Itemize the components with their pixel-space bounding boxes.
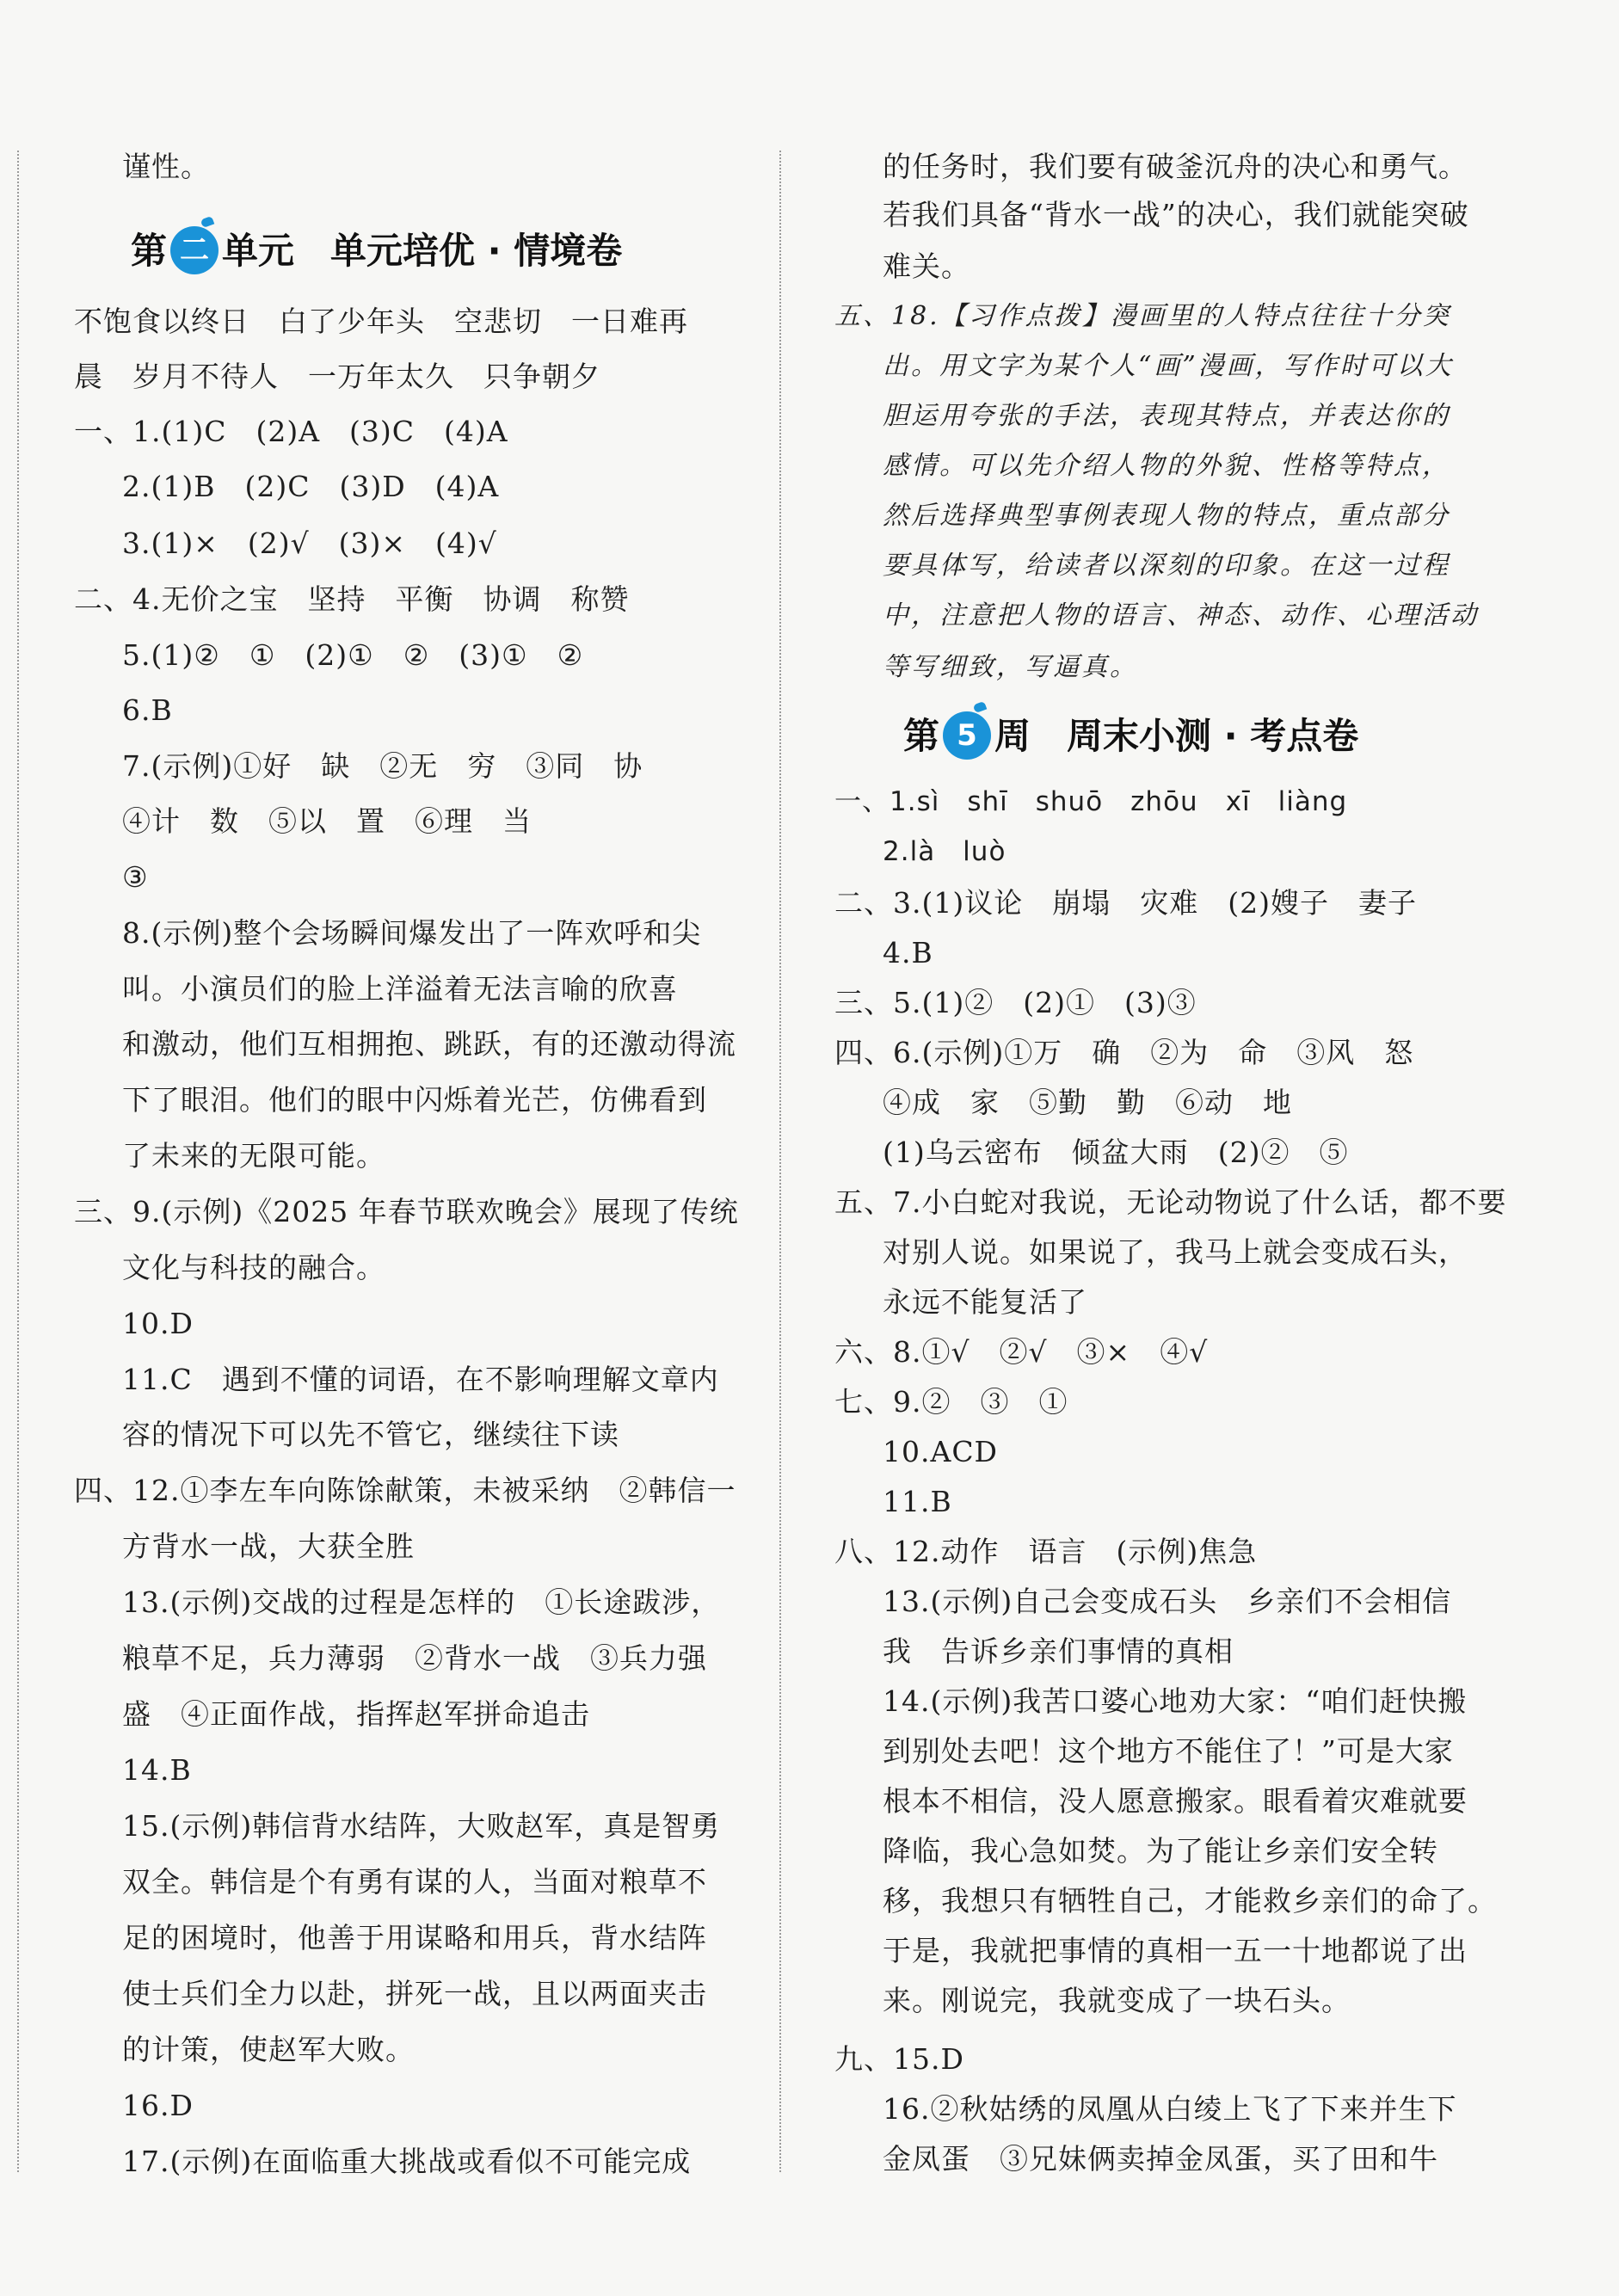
text-line: 足的困境时，他善于用谋略和用兵，背水结阵 bbox=[122, 1921, 707, 1954]
text-line: 4.B bbox=[883, 936, 933, 969]
badge-text: 二 bbox=[180, 232, 210, 268]
text-line: 粮草不足，兵力薄弱 ②背水一战 ③兵力强 bbox=[122, 1641, 707, 1675]
text-line: 叫。小演员们的脸上洋溢着无法言喻的欣喜 bbox=[122, 972, 678, 1006]
heading-prefix: 第 bbox=[903, 715, 940, 757]
text-line: 胆运用夸张的手法，表现其特点，并表达你的 bbox=[883, 401, 1450, 431]
text-line: 不饱食以终日 白了少年头 空悲切 一日难再 bbox=[74, 305, 688, 338]
text-line: 一、1.(1)C (2)A (3)C (4)A bbox=[74, 415, 508, 448]
text-line: 感情。可以先介绍人物的外貌、性格等特点， bbox=[883, 451, 1450, 481]
text-line: 三、9.(示例)《2025 年春节联欢晚会》展现了传统 bbox=[74, 1195, 739, 1228]
text-line: 的任务时，我们要有破釜沉舟的决心和勇气。 bbox=[883, 150, 1468, 183]
text-line: 8.(示例)整个会场瞬间爆发出了一阵欢呼和尖 bbox=[122, 916, 702, 950]
text-line: 6.B bbox=[122, 693, 173, 727]
text-line: 15.(示例)韩信背水结阵，大败赵军，真是智勇 bbox=[122, 1809, 721, 1843]
text-line: 文化与科技的融合。 bbox=[122, 1251, 385, 1284]
text-line: 五、7.小白蛇对我说，无论动物说了什么话，都不要 bbox=[834, 1185, 1507, 1219]
text-line: 和激动，他们互相拥抱、跳跃，有的还激动得流 bbox=[122, 1027, 736, 1061]
text-line: 10.ACD bbox=[883, 1435, 999, 1468]
text-line: 17.(示例)在面临重大挑战或看似不可能完成 bbox=[122, 2145, 692, 2178]
text-line: 金凤蛋 ③兄妹俩卖掉金凤蛋，买了田和牛 bbox=[883, 2142, 1438, 2176]
left-margin-dotted-line bbox=[17, 151, 19, 2172]
text-line: 2.là luò bbox=[883, 836, 1006, 867]
text-line: 方背水一战，大获全胜 bbox=[122, 1530, 415, 1563]
text-line: 2.(1)B (2)C (3)D (4)A bbox=[122, 470, 500, 503]
text-line: 移，我想只有牺牲自己，才能救乡亲们的命了。 bbox=[883, 1884, 1497, 1917]
text-line: 13.(示例)自己会变成石头 乡亲们不会相信 bbox=[883, 1585, 1452, 1618]
text-line: 14.B bbox=[122, 1753, 192, 1787]
text-line: 二、4.无价之宝 坚持 平衡 协调 称赞 bbox=[74, 582, 630, 616]
text-line: 一、1.sì shī shuō zhōu xī liàng bbox=[834, 786, 1348, 817]
heading-prefix: 第 bbox=[131, 230, 168, 272]
text-line: 16.②秋姑绣的凤凰从白绫上飞了下来并生下 bbox=[883, 2092, 1457, 2126]
text-line: 使士兵们全力以赴，拼死一战，且以两面夹击 bbox=[122, 1977, 707, 2010]
text-line: ③ bbox=[122, 860, 149, 894]
text-line: 五、18.【习作点拨】漫画里的人特点往往十分突 bbox=[834, 301, 1451, 331]
text-line: 双全。韩信是个有勇有谋的人，当面对粮草不 bbox=[122, 1865, 707, 1899]
leaf-icon bbox=[200, 215, 215, 227]
text-line: 了未来的无限可能。 bbox=[122, 1139, 385, 1173]
week-heading bbox=[903, 711, 1358, 763]
text-line: 若我们具备“背水一战”的决心，我们就能突破 bbox=[883, 198, 1469, 231]
text-line: 11.C 遇到不懂的词语，在不影响理解文章内 bbox=[122, 1363, 719, 1396]
text-line: (1)乌云密布 倾盆大雨 (2)② ⑤ bbox=[883, 1136, 1349, 1169]
text-line: 13.(示例)交战的过程是怎样的 ①长途跋涉， bbox=[122, 1585, 721, 1619]
text-line: 来。刚说完，我就变成了一块石头。 bbox=[883, 1984, 1351, 2017]
text-line: 四、12.①李左车向陈馀献策，未被采纳 ②韩信一 bbox=[74, 1474, 736, 1507]
text-line: 到别处去吧！这个地方不能住了！”可是大家 bbox=[883, 1734, 1454, 1768]
text-line: 对别人说。如果说了，我马上就会变成石头， bbox=[883, 1235, 1468, 1269]
text-line: 三、5.(1)② (2)① (3)③ bbox=[834, 986, 1197, 1019]
text-line: 降临，我心急如焚。为了能让乡亲们安全转 bbox=[883, 1834, 1438, 1868]
text-line: 5.(1)② ① (2)① ② (3)① ② bbox=[122, 638, 584, 672]
unit-heading bbox=[131, 225, 622, 278]
text-line: 九、15.D bbox=[834, 2042, 964, 2076]
text-line: 要具体写，给读者以深刻的印象。在这一过程 bbox=[883, 551, 1450, 581]
text-line: 3.(1)× (2)√ (3)× (4)√ bbox=[122, 526, 497, 560]
text-line: 七、9.② ③ ① bbox=[834, 1385, 1068, 1419]
column-divider-dotted-line bbox=[779, 151, 781, 2172]
text-line: 等写细致，写逼真。 bbox=[883, 652, 1138, 682]
unit-number-badge bbox=[170, 226, 219, 274]
text-line: 谨性。 bbox=[122, 150, 210, 183]
text-line: 下了眼泪。他们的眼中闪烁着光芒，仿佛看到 bbox=[122, 1083, 707, 1117]
heading-suffix: 周 周末小测 · 考点卷 bbox=[994, 715, 1359, 757]
text-line: 四、6.(示例)①万 确 ②为 命 ③风 怒 bbox=[834, 1036, 1414, 1069]
text-line: 然后选择典型事例表现人物的特点，重点部分 bbox=[883, 501, 1450, 531]
leaf-icon bbox=[973, 700, 988, 712]
badge-text: 5 bbox=[957, 717, 977, 753]
text-line: 容的情况下可以先不管它，继续往下读 bbox=[122, 1418, 619, 1451]
text-line: ④成 家 ⑤勤 勤 ⑥动 地 bbox=[883, 1086, 1292, 1119]
text-line: 11.B bbox=[883, 1485, 952, 1518]
text-line: 难关。 bbox=[883, 249, 970, 283]
text-line: 根本不相信，没人愿意搬家。眼看着灾难就要 bbox=[883, 1784, 1468, 1818]
text-line: 八、12.动作 语言 (示例)焦急 bbox=[834, 1535, 1258, 1568]
text-line: 的计策，使赵军大败。 bbox=[122, 2033, 415, 2066]
text-line: 出。用文字为某个人“画”漫画，写作时可以大 bbox=[883, 351, 1454, 381]
text-line: 永远不能复活了 bbox=[883, 1285, 1087, 1319]
text-line: 于是，我就把事情的真相一五一十地都说了出 bbox=[883, 1934, 1468, 1967]
text-line: 16.D bbox=[122, 2089, 194, 2122]
text-line: 六、8.①√ ②√ ③× ④√ bbox=[834, 1335, 1209, 1369]
text-line: 二、3.(1)议论 崩塌 灾难 (2)嫂子 妻子 bbox=[834, 886, 1417, 920]
text-line: 10.D bbox=[122, 1307, 194, 1340]
text-line: 中，注意把人物的语言、神态、动作、心理活动 bbox=[883, 600, 1479, 631]
week-number-badge bbox=[943, 711, 991, 760]
text-line: 我 告诉乡亲们事情的真相 bbox=[883, 1634, 1234, 1668]
text-line: ④计 数 ⑤以 置 ⑥理 当 bbox=[122, 804, 532, 838]
text-line: 7.(示例)①好 缺 ②无 穷 ③同 协 bbox=[122, 749, 643, 783]
text-line: 晨 岁月不待人 一万年太久 只争朝夕 bbox=[74, 360, 600, 393]
text-line: 14.(示例)我苦口婆心地劝大家：“咱们赶快搬 bbox=[883, 1684, 1468, 1718]
heading-suffix: 单元 单元培优 · 情境卷 bbox=[222, 230, 623, 272]
text-line: 盛 ④正面作战，指挥赵军拼命追击 bbox=[122, 1697, 590, 1731]
